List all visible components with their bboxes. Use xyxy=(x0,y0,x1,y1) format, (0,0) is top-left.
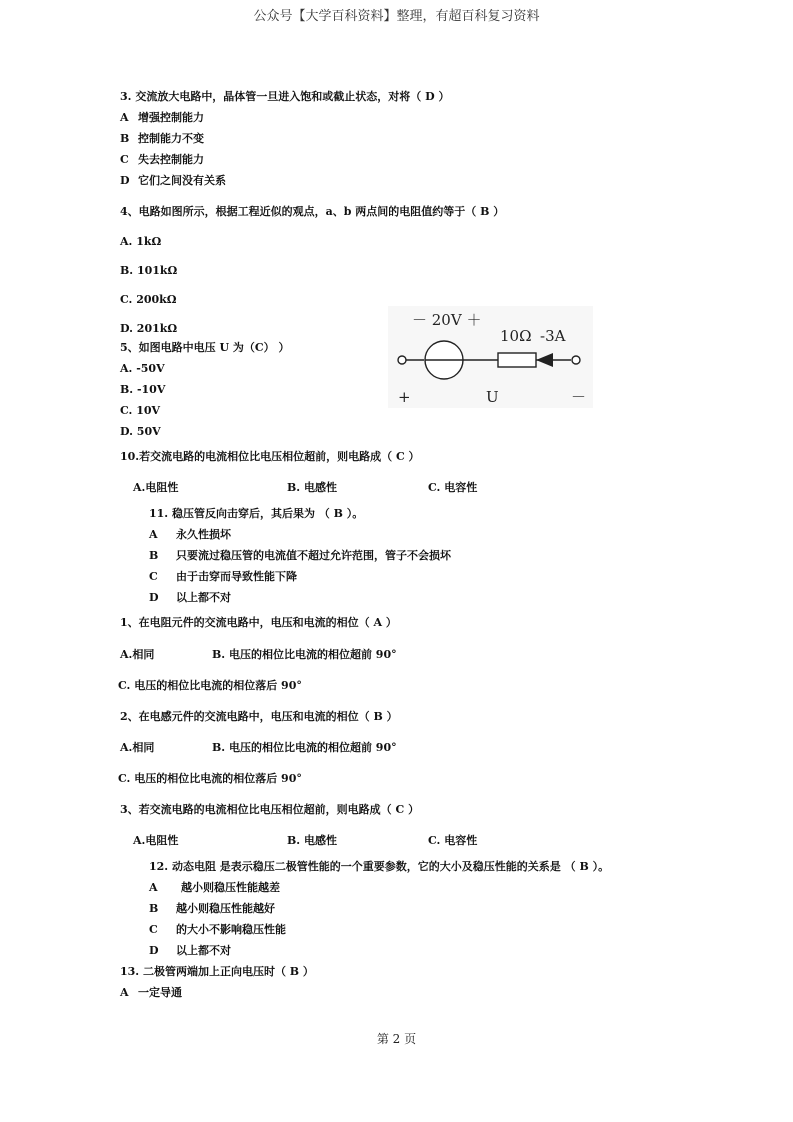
phase-question-2-option-a: A.相同 xyxy=(120,741,155,754)
option-key: C xyxy=(149,923,158,936)
plus-sign: + xyxy=(398,388,411,406)
resistor-label: 10Ω xyxy=(500,327,532,345)
option-key: C xyxy=(149,570,158,583)
option-key: D xyxy=(149,944,159,957)
option-text: 一定导通 xyxy=(138,986,182,999)
phase-question-2-option-c: C. 电压的相位比电流的相位落后 90° xyxy=(118,772,302,785)
question-12-option-a xyxy=(149,881,280,895)
question-5-option-d: D. 50V xyxy=(120,425,161,438)
question-11-option-d xyxy=(149,591,231,605)
option-key: B xyxy=(149,902,159,915)
question-4-option-d: D. 201kΩ xyxy=(120,322,178,335)
option-text: 以上都不对 xyxy=(176,944,231,957)
question-13-stem: 13. 二极管两端加上正向电压时（ B ） xyxy=(120,965,314,978)
phase-question-1-option-c: C. 电压的相位比电流的相位落后 90° xyxy=(118,679,302,692)
voltage-u-label: U xyxy=(486,388,499,406)
question-3-option-d xyxy=(120,174,226,188)
option-key: A xyxy=(120,111,129,124)
option-key: C xyxy=(120,153,129,166)
question-12-option-d xyxy=(149,944,231,958)
page-number: 第 2 页 xyxy=(376,1032,417,1046)
option-text: 越小则稳压性能越差 xyxy=(181,881,280,894)
option-text: 以上都不对 xyxy=(176,591,231,604)
phase-question-1-option-a: A.相同 xyxy=(120,648,155,661)
option-text: 的大小不影响稳压性能 xyxy=(176,923,286,936)
option-text: 增强控制能力 xyxy=(138,111,204,124)
question-3-option-a xyxy=(120,111,204,125)
question-11-stem: 11. 稳压管反向击穿后，其后果为 （ B ）。 xyxy=(149,507,364,520)
phase-question-1-stem: 1、在电阻元件的交流电路中，电压和电流的相位（ A ） xyxy=(120,616,397,629)
option-key: D xyxy=(120,174,130,187)
question-13-option-a xyxy=(120,986,182,1000)
option-text: 永久性损坏 xyxy=(176,528,231,541)
question-5-option-a: A. -50V xyxy=(120,362,165,375)
option-text: 控制能力不变 xyxy=(138,132,204,145)
question-11-option-b xyxy=(149,549,451,563)
question-3-stem: 3. 交流放大电路中，晶体管一旦进入饱和或截止状态，对将（ D ） xyxy=(120,90,450,103)
option-key: A xyxy=(120,986,129,999)
question-10-option-b: B. 电感性 xyxy=(287,481,337,494)
question-12-option-c xyxy=(149,923,286,937)
phase-question-3-option-a: A.电阻性 xyxy=(133,834,179,847)
resistor-icon xyxy=(498,353,536,367)
current-arrow-icon xyxy=(536,353,553,367)
option-key: D xyxy=(149,591,159,604)
question-11-option-a xyxy=(149,528,231,542)
terminal-right xyxy=(572,356,580,364)
option-key: B xyxy=(120,132,130,145)
phase-question-3-option-b: B. 电感性 xyxy=(287,834,337,847)
question-10-option-c: C. 电容性 xyxy=(428,481,478,494)
question-10-option-a: A.电阻性 xyxy=(133,481,179,494)
question-12-stem: 12. 动态电阻 是表示稳压二极管性能的一个重要参数，它的大小及稳压性能的关系是 （ B ）。 xyxy=(149,860,610,873)
question-4-option-b: B. 101kΩ xyxy=(120,264,178,277)
option-text: 它们之间没有关系 xyxy=(138,174,226,187)
option-text: 由于击穿而导致性能下降 xyxy=(176,570,297,583)
current-label: -3A xyxy=(540,327,566,345)
question-5-option-b: B. -10V xyxy=(120,383,166,396)
question-12-option-b xyxy=(149,902,275,916)
question-5-option-c: C. 10V xyxy=(120,404,161,417)
option-text: 越小则稳压性能越好 xyxy=(176,902,275,915)
option-text: 失去控制能力 xyxy=(138,153,204,166)
phase-question-2-option-b: B. 电压的相位比电流的相位超前 90° xyxy=(212,741,397,754)
option-key: A xyxy=(149,528,158,541)
option-key: A xyxy=(149,881,158,894)
question-11-option-c xyxy=(149,570,297,584)
question-4-option-a: A. 1kΩ xyxy=(120,235,162,248)
minus-sign: － xyxy=(571,388,587,406)
source-voltage-label: － 20V ＋ xyxy=(412,311,482,329)
circuit-diagram xyxy=(388,306,593,408)
question-4-option-c: C. 200kΩ xyxy=(120,293,177,306)
phase-question-2-stem: 2、在电感元件的交流电路中，电压和电流的相位（ B ） xyxy=(120,710,398,723)
phase-question-1-option-b: B. 电压的相位比电流的相位超前 90° xyxy=(212,648,397,661)
phase-question-3-stem: 3、若交流电路的电流相位比电压相位超前，则电路成（ C ） xyxy=(120,803,420,816)
question-10-stem: 10.若交流电路的电流相位比电压相位超前，则电路成（ C ） xyxy=(120,450,420,463)
question-4-stem: 4、电路如图所示，根据工程近似的观点，a、b 两点间的电阻值约等于（ B ） xyxy=(120,205,505,218)
terminal-left xyxy=(398,356,406,364)
question-3-option-c xyxy=(120,153,204,167)
question-5-stem: 5、如图电路中电压 U 为（C） ） xyxy=(120,341,290,354)
option-text: 只要流过稳压管的电流值不超过允许范围，管子不会损坏 xyxy=(176,549,451,562)
option-key: B xyxy=(149,549,159,562)
phase-question-3-option-c: C. 电容性 xyxy=(428,834,478,847)
page-header: 公众号【大学百科资料】整理，有超百科复习资料 xyxy=(253,9,540,24)
question-3-option-b xyxy=(120,132,204,146)
